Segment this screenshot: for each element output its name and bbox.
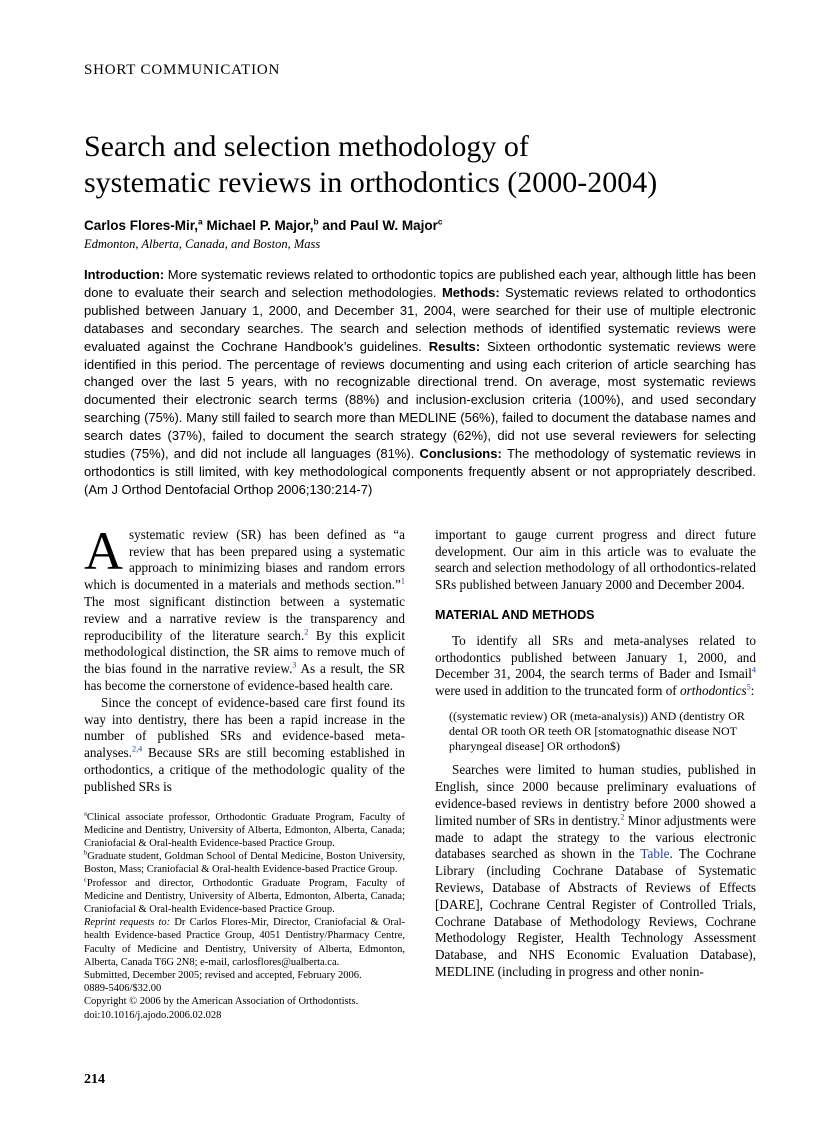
reference-link[interactable]: 3 [292,660,297,670]
superscript: a [84,810,87,818]
text-run: Carlos Flores-Mir, [84,218,199,233]
text-run: Searches were limited to human studies, published in English, since 2000 because preliminary evaluations of evidence-based reviews in dentistry before 2000 showed a limited number of SRs in dentistry. [435,762,756,828]
search-query-block: ((systematic review) OR (meta-analysis)) AND (dentistry OR dental OR tooth OR teeth OR [stomatognathic disease NOT pharyngeal disease] OR orthodon$) [449,708,745,753]
section-label: SHORT COMMUNICATION [84,62,281,78]
article-title [84,129,756,201]
authors-line [84,218,756,234]
superscript: a [198,216,203,227]
text-run: and Paul W. Major [318,218,438,233]
superscript: c [84,876,87,884]
text-run: Dr Carlos Flores-Mir, Director, Craniofacial & Oral-health Evidence-based Practice Group, 4051 Dentistry/Pharmacy Centre, Faculty of Medicine and Dentistry, University of Alberta, Edmonton, Alberta, Canada T6G 2N8; e-mail, carlosflores@ualberta.ca. [84,917,406,968]
text-run: were used in addition to the truncated form of [435,683,680,699]
affiliation-line: Edmonton, Alberta, Canada, and Boston, Mass [84,237,321,251]
text-run: Conclusions: [419,446,507,462]
abstract-paragraph [84,266,756,499]
text-run: Graduate student, Goldman School of Dental Medicine, Boston University, Boston, Mass; Craniofacial & Oral-health Evidence-based Practice Group. [84,851,405,876]
text-run: Systematic reviews related to orthodontics published between January 1, 2000, and December 31, 2004, were searched for their use of multiple electronic databases and secondary searches. The search and selection methods of identified systematic reviews were evaluated against the Cochrane Handbook’s guidelines. [84,284,756,354]
text-run: To identify all SRs and meta-analyses related to orthodontics published between January 1, 2000, and December 31, 2004, the search terms of Bader and Ismail [435,632,756,682]
body-right-column [435,527,756,1022]
intro-paragraph-1-text [84,520,405,693]
reference-link[interactable]: 2 [304,627,309,637]
text-run: Copyright © 2006 by the American Association of Orthodontists. [84,996,359,1008]
text-run: Sixteen orthodontic systematic reviews were identified in this period. The percentage of reviews documenting and using each criterion of article searching has changed over the last 5 years, with no recognizable directional trend. On average, most systematic reviews documented their electronic search terms (88%) and inclusion-exclusion criteria (100%), and used secondary searching (75%). Many still failed to search more than MEDLINE (56%), failed to document the database names and search dates (37%), failed to document the search strategy (62%), did not use several reviewers for selecting studies (75%), and did not include all languages (81%). [84,338,756,462]
methods-paragraph-1 [435,633,756,700]
footnote-copyright [84,995,405,1008]
text-run: doi:10.1016/j.ajodo.2006.02.028 [84,1009,222,1021]
reference-link[interactable]: 5 [746,682,751,692]
footnote-affiliation-a [84,811,405,851]
intro-paragraph-1 [84,520,405,695]
text-run: 0889-5406/$32.00 [84,983,162,995]
superscript: b [84,849,88,857]
text-run: Methods: [441,284,506,300]
text-run: By this explicit methodological distinction, the SR aims to remove much of the bias found in the narrative review. [84,627,405,677]
footnote-submitted [84,969,405,982]
body-columns [84,520,756,1022]
text-run: Professor and director, Orthodontic Graduate Program, Faculty of Medicine and Dentistry, University of Alberta, Edmonton, Alberta, Canada; Craniofacial & Oral-health Evidence-based Practice Group. [84,877,405,915]
continuation-paragraph: important to gauge current progress and direct future development. Our aim in this article was to evaluate the search and selection methodology of all orthodontics-related SRs published between January 2000 and December 2004. [435,526,756,593]
reference-link[interactable]: 4 [751,665,756,675]
text-run: Minor adjustments were made to adapt the strategy to the various electronic databases searched as shown in the [435,812,756,862]
drop-cap: A [84,520,123,581]
text-run: . The Cochrane Library (including Cochrane Database of Systematic Reviews, Database of Abstracts of Reviews of Effects [DARE], Cochrane Central Register of Controlled Trials, Cochrane Database of Methodology Reviews, Cochrane Methodology Register, Health Technology Assessment Database, and NHS Economic Evaluation Database), MEDLINE (including in progress and other nonin- [435,846,756,979]
text-run: Because SRs are still becoming established in orthodontics, a critique of the methodologic quality of the published SRs is [84,745,405,794]
text-run: Clinical associate professor, Orthodontic Graduate Program, Faculty of Medicine and Dentistry, University of Alberta, Edmonton, Alberta, Canada; Craniofacial & Oral-health Evidence-based Practice Group. [84,811,405,849]
text-run: : [750,683,755,699]
page-number: 214 [84,1072,105,1087]
footnote-reprint-requests [84,916,405,969]
text-run: orthodontics [680,683,747,699]
text-run: More systematic reviews related to orthodontic topics are published each year, although little has been done to evaluate their search and selection methodologies. [84,267,756,300]
text-run: The most significant distinction between a systematic review and a narrative review is the transparency and reproducibility of the literature search. [84,593,405,643]
footnote-issn-price [84,982,405,995]
superscript: c [437,216,443,227]
text-run: Results: [428,338,487,354]
methods-paragraph-2 [435,762,756,980]
footnote-affiliation-c [84,877,405,917]
intro-paragraph-2 [84,695,405,796]
reference-link[interactable]: 2 [620,812,625,822]
text-run: Since the concept of evidence-based care first found its way into dentistry, there has been a rapid increase in the number of published SRs and evidence-based meta-analyses. [84,694,405,761]
reference-link[interactable]: Table [640,846,670,862]
reference-link[interactable]: 1 [400,576,405,586]
reference-link[interactable]: 2,4 [131,744,143,754]
page-content [84,0,756,1022]
methods-heading: MATERIAL AND METHODS [435,607,595,622]
text-run: systematic review (SR) has been defined as “a review that has been prepared using a systematic approach to minimizing biases and random errors which is documented in a materials and methods section.” [84,526,405,593]
text-run: The methodology of systematic reviews in orthodontics is still limited, with key methodological components frequently absent or not appropriately described. (Am J Orthod Dentofacial Orthop 2006;130:214-7) [84,446,757,497]
text-run: Submitted, December 2005; revised and accepted, February 2006. [84,969,362,981]
superscript: b [313,216,319,227]
text-run: Reprint requests to: [84,917,171,929]
text-run: As a result, the SR has become the cornerstone of evidence-based health care. [84,661,405,693]
footnote-doi [84,1009,405,1022]
text-run: Introduction: [84,267,168,282]
text-run: Michael P. Major, [202,218,314,233]
footnote-affiliation-b [84,850,405,876]
footnotes-block [84,811,405,1022]
article-title-line2: systematic reviews in orthodontics (2000-2004) [84,166,658,199]
article-title-line1: Search and selection methodology of [84,130,529,163]
body-left-column [84,520,406,1022]
